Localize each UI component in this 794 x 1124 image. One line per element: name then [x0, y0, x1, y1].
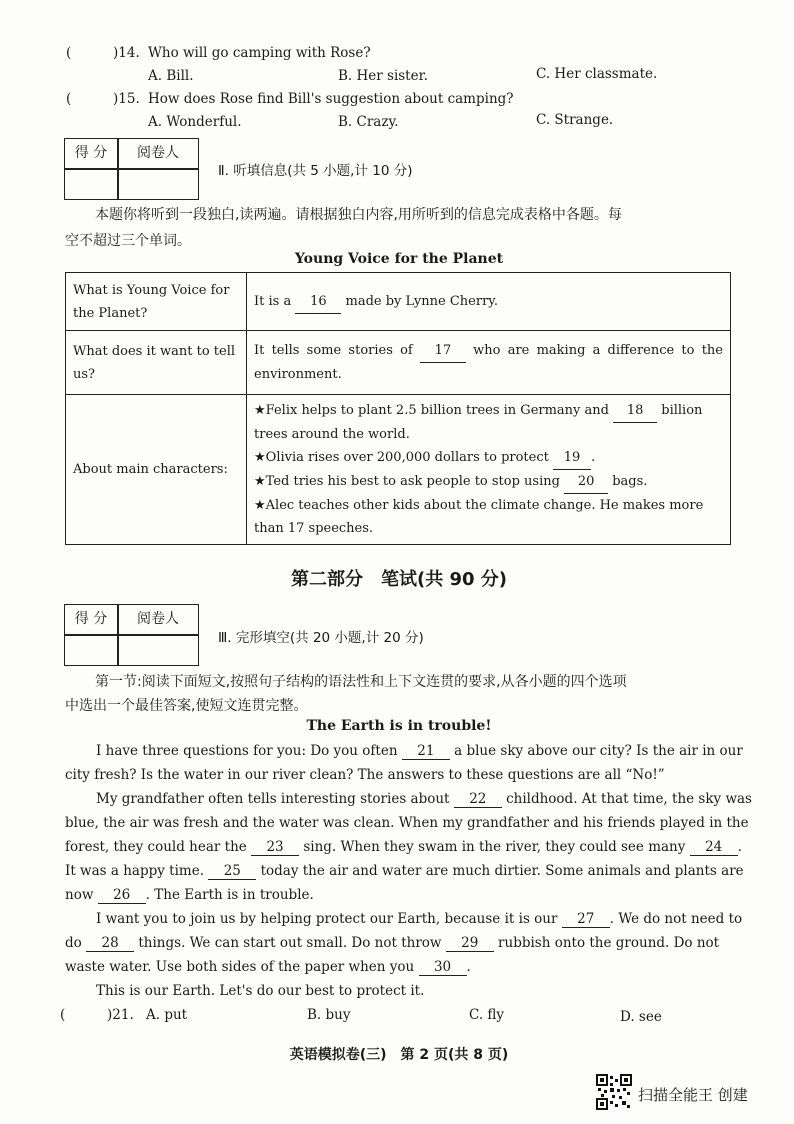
q21-option-d: D. see [620, 1009, 662, 1025]
q14-option-c: C. Her classmate. [536, 66, 658, 82]
table-title: Young Voice for the Planet [294, 251, 504, 267]
passage-text: waste water. Use both sides of the paper when you [65, 959, 415, 975]
section-3-instructions-1: 第一节:阅读下面短文,按照句子结构的语法性和上下文连贯的要求,从各小题的四个选项 [95, 674, 627, 690]
star-icon: ★ [254, 403, 266, 418]
table-question: What does it want to tell us? [66, 331, 247, 395]
listening-table [65, 272, 731, 545]
q14-number: )14. [113, 45, 140, 61]
passage-text: I want you to join us by helping protect our Earth, because it is our [96, 911, 558, 927]
part-2-title: 第二部分 笔试(共 90 分) [290, 569, 508, 590]
table-row [66, 273, 731, 331]
passage-text: . [737, 839, 742, 855]
passage-line [65, 887, 314, 904]
list-item [254, 399, 723, 446]
q21-paren: ( [60, 1007, 66, 1023]
passage-text: forest, they could hear the [65, 839, 247, 855]
passage-line [96, 791, 752, 808]
passage-text: It was a happy time. [65, 863, 204, 879]
score-label: 得 分 [74, 145, 108, 161]
blank-22: 22 [454, 791, 502, 808]
blank-19: 19 [553, 446, 591, 470]
section-2-heading: Ⅱ. 听填信息(共 5 小题,计 10 分) [218, 163, 413, 179]
q14-option-a: A. Bill. [148, 68, 194, 84]
page-footer: 英语模拟卷(三) 第 2 页(共 8 页) [289, 1047, 509, 1063]
blank-20: 20 [564, 470, 608, 494]
passage-line [65, 839, 742, 856]
score-box-section-3 [64, 604, 199, 666]
answer-text: It is a [254, 293, 292, 309]
star-icon: ★ [254, 450, 266, 465]
reviewer-label: 阅卷人 [137, 611, 179, 627]
passage-line: This is our Earth. Let's do our best to protect it. [96, 983, 425, 999]
item-text: billion trees around the world. [254, 403, 703, 442]
blank-29: 29 [446, 935, 494, 952]
blank-17: 17 [420, 339, 466, 363]
passage-text: now [65, 887, 94, 903]
scanner-watermark: 扫描全能王 创建 [638, 1086, 748, 1104]
passage-line: city fresh? Is the water in our river clean? The answers to these questions are all “No!” [65, 767, 665, 783]
table-answer [247, 331, 731, 395]
passage-text: things. We can start out small. Do not throw [138, 935, 442, 951]
blank-25: 25 [208, 863, 256, 880]
item-text: . [591, 450, 596, 465]
blank-26: 26 [98, 887, 146, 904]
table-row [66, 331, 731, 395]
q21-option-a: A. put [146, 1007, 188, 1023]
q15-number: )15. [113, 91, 140, 107]
passage-text: My grandfather often tells interesting stories about [96, 791, 450, 807]
q15-option-b: B. Crazy. [338, 114, 399, 130]
passage-text: a blue sky above our city? Is the air in our [454, 743, 743, 759]
q14-text: Who will go camping with Rose? [148, 45, 371, 61]
blank-16: 16 [295, 290, 341, 314]
list-item [254, 446, 723, 470]
passage-line [65, 935, 719, 952]
reviewer-label: 阅卷人 [137, 145, 179, 161]
blank-27: 27 [562, 911, 610, 928]
item-text: bags. [612, 474, 648, 489]
passage-line [96, 911, 742, 928]
passage-text: . The Earth is in trouble. [145, 887, 314, 903]
qr-code-icon [596, 1074, 632, 1110]
q14-option-b: B. Her sister. [338, 68, 428, 84]
table-question: What is Young Voice for the Planet? [66, 273, 247, 331]
passage-text: rubbish onto the ground. Do not [498, 935, 720, 951]
passage-line: blue, the air was fresh and the water was clean. When my grandfather and his friends played in the [65, 815, 749, 831]
q15-option-a: A. Wonderful. [148, 114, 242, 130]
blank-23: 23 [251, 839, 299, 856]
blank-21: 21 [402, 743, 450, 760]
passage-line [65, 959, 471, 976]
table-answer [247, 273, 731, 331]
section-2-instructions-2: 空不超过三个单词。 [65, 233, 191, 249]
section-2-instructions-1: 本题你将听到一段独白,读两遍。请根据独白内容,用所听到的信息完成表格中各题。每 [95, 207, 622, 223]
item-text: Olivia rises over 200,000 dollars to protect [265, 450, 549, 465]
passage-text: . We do not need to [609, 911, 743, 927]
list-item [254, 494, 723, 540]
q21-option-b: B. buy [307, 1007, 351, 1023]
q21-number: )21. [107, 1007, 134, 1023]
characters-list [247, 395, 731, 545]
item-text: Alec teaches other kids about the climate change. He makes more than 17 speeches. [254, 498, 704, 536]
blank-24: 24 [690, 839, 738, 856]
item-text: Felix helps to plant 2.5 billion trees in Germany and [265, 403, 609, 418]
score-box-section-2 [64, 138, 199, 200]
blank-30: 30 [419, 959, 467, 976]
score-label: 得 分 [74, 611, 108, 627]
q15-text: How does Rose find Bill's suggestion about camping? [148, 91, 514, 107]
q21-option-c: C. fly [469, 1007, 505, 1023]
answer-text: made by Lynne Cherry. [345, 293, 499, 309]
passage-text: . [466, 959, 471, 975]
q15-option-c: C. Strange. [536, 112, 614, 128]
passage-text: today the air and water are much dirtier. Some animals and plants are [260, 863, 744, 879]
blank-28: 28 [86, 935, 134, 952]
table-question: About main characters: [66, 395, 247, 545]
q15-paren: ( [66, 91, 72, 107]
passage-text: I have three questions for you: Do you often [96, 743, 398, 759]
passage-line [96, 743, 743, 760]
passage-line [65, 863, 744, 880]
star-icon: ★ [254, 474, 266, 489]
answer-text: It tells some stories of [254, 343, 413, 358]
section-3-heading: Ⅲ. 完形填空(共 20 小题,计 20 分) [218, 630, 424, 646]
passage-text: childhood. At that time, the sky was [506, 791, 752, 807]
blank-18: 18 [613, 399, 657, 423]
answer-text: who are making a difference to the environment. [254, 343, 723, 382]
passage-text: sing. When they swam in the river, they could see many [303, 839, 686, 855]
section-3-instructions-2: 中选出一个最佳答案,使短文连贯完整。 [65, 698, 308, 714]
q14-paren: ( [66, 45, 72, 61]
table-row [66, 395, 731, 545]
passage-text: do [65, 935, 82, 951]
list-item [254, 470, 723, 494]
passage-title: The Earth is in trouble! [306, 718, 492, 734]
item-text: Ted tries his best to ask people to stop using [265, 474, 560, 489]
star-icon: ★ [254, 498, 266, 513]
